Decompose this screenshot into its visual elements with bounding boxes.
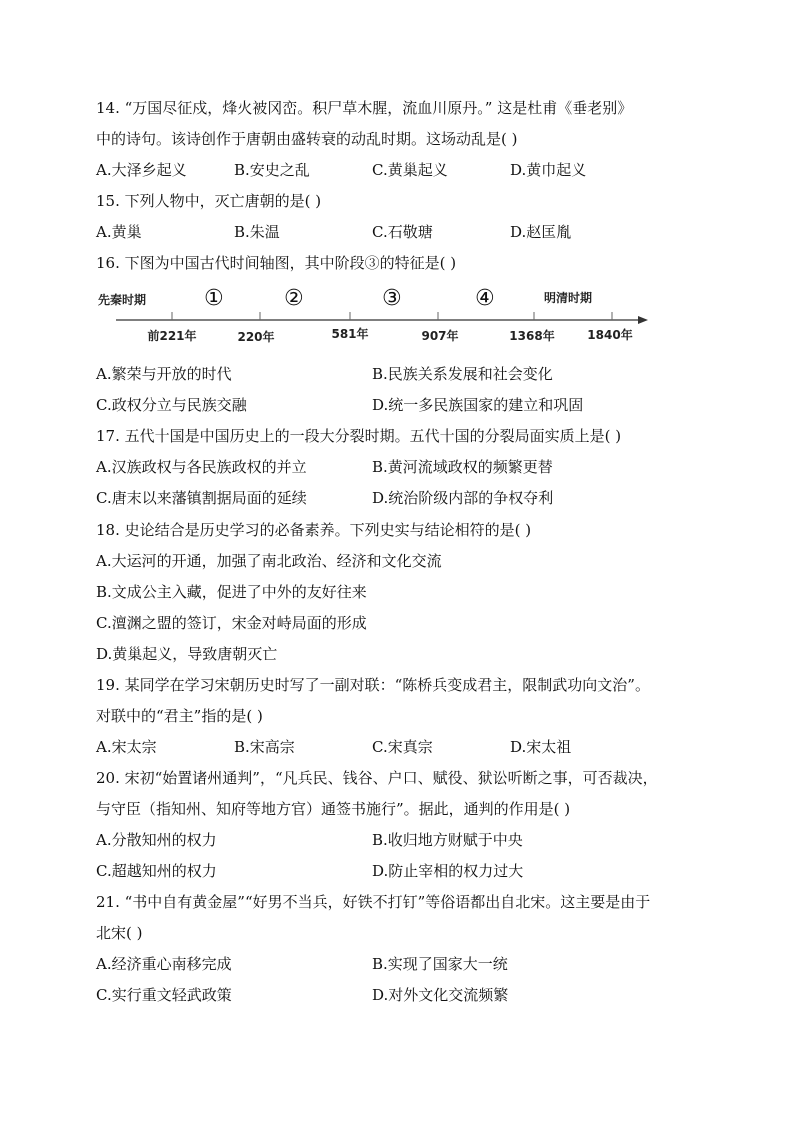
q16-option-b: B.民族关系发展和社会变化 <box>372 365 553 383</box>
timeline-stage-1: ① <box>204 286 224 311</box>
timeline-diagram <box>96 282 656 350</box>
question-18-line-1: 18. 史论结合是历史学习的必备素养。下列史实与结论相符的是( ) <box>96 521 532 539</box>
q15-option-b: B.朱温 <box>234 223 280 241</box>
q18-option-d: D.黄巢起义，导致唐朝灭亡 <box>96 645 278 663</box>
q17-option-d: D.统治阶级内部的争权夺利 <box>372 489 554 507</box>
timeline-date-1: 前221年 <box>147 329 197 343</box>
q20-option-a: A.分散知州的权力 <box>96 831 217 849</box>
q17-option-a: A.汉族政权与各民族政权的并立 <box>96 458 307 476</box>
question-17-line-1: 17. 五代十国是中国历史上的一段大分裂时期。五代十国的分裂局面实质上是( ) <box>96 427 622 445</box>
q16-option-a: A.繁荣与开放的时代 <box>96 365 232 383</box>
q21-option-c: C.实行重文轻武政策 <box>96 986 232 1004</box>
q20-option-c: C.超越知州的权力 <box>96 862 217 880</box>
q15-option-d: D.赵匡胤 <box>510 223 572 241</box>
timeline-left-label: 先秦时期 <box>98 293 147 307</box>
timeline-stage-2: ② <box>284 286 304 311</box>
timeline-arrow <box>638 316 648 324</box>
question-20-line-1: 20. 宋初“始置诸州通判”，“凡兵民、钱谷、户口、赋役、狱讼听断之事，可否裁决， <box>96 769 658 787</box>
q21-option-a: A.经济重心南移完成 <box>96 955 232 973</box>
q20-option-d: D.防止宰相的权力过大 <box>372 862 524 880</box>
q20-option-b: B.收归地方财赋于中央 <box>372 831 523 849</box>
q18-option-c: C.澶渊之盟的签订，宋金对峙局面的形成 <box>96 614 367 632</box>
timeline-date-6: 1840年 <box>587 328 633 342</box>
question-14-line-1: 14. “万国尽征戍，烽火被冈峦。积尸草木腥，流血川原丹。” 这是杜甫《垂老别》 <box>96 99 633 117</box>
q14-option-b: B.安史之乱 <box>234 161 310 179</box>
q16-option-d: D.统一多民族国家的建立和巩固 <box>372 396 584 414</box>
q21-option-b: B.实现了国家大一统 <box>372 955 508 973</box>
q15-option-a: A.黄巢 <box>96 223 142 241</box>
question-14-line-2: 中的诗句。该诗创作于唐朝由盛转衰的动乱时期。这场动乱是( ) <box>96 130 518 148</box>
timeline-right-label: 明清时期 <box>544 291 593 305</box>
q19-option-c: C.宋真宗 <box>372 738 433 756</box>
q16-option-c: C.政权分立与民族交融 <box>96 396 247 414</box>
q19-option-d: D.宋太祖 <box>510 738 572 756</box>
timeline-stage-3: ③ <box>382 286 402 311</box>
q14-option-a: A.大泽乡起义 <box>96 161 187 179</box>
q14-option-c: C.黄巢起义 <box>372 161 448 179</box>
q17-option-c: C.唐末以来藩镇割据局面的延续 <box>96 489 307 507</box>
timeline-date-3: 581年 <box>331 327 369 341</box>
timeline-date-4: 907年 <box>421 329 459 343</box>
question-20-line-2: 与守臣（指知州、知府等地方官）通签书施行”。据此，通判的作用是( ) <box>96 800 571 818</box>
question-19-line-1: 19. 某同学在学习宋朝历史时写了一副对联：“陈桥兵变成君主，限制武功向文治”。 <box>96 676 650 694</box>
timeline-date-5: 1368年 <box>509 329 555 343</box>
q19-option-b: B.宋高宗 <box>234 738 295 756</box>
q18-option-b: B.文成公主入藏，促进了中外的友好往来 <box>96 583 367 601</box>
q15-option-c: C.石敬瑭 <box>372 223 433 241</box>
question-19-line-2: 对联中的“君主”指的是( ) <box>96 707 263 725</box>
question-21-line-1: 21. “书中自有黄金屋”“好男不当兵，好铁不打钉”等俗语都出自北宋。这主要是由于 <box>96 893 651 911</box>
question-21-line-2: 北宋( ) <box>96 924 143 942</box>
q21-option-d: D.对外文化交流频繁 <box>372 986 509 1004</box>
timeline-stage-4: ④ <box>475 286 495 311</box>
question-15-line-1: 15. 下列人物中，灭亡唐朝的是( ) <box>96 192 322 210</box>
question-16-line-1: 16. 下图为中国古代时间轴图，其中阶段③的特征是( ) <box>96 254 457 272</box>
q19-option-a: A.宋太宗 <box>96 738 157 756</box>
q17-option-b: B.黄河流域政权的频繁更替 <box>372 458 553 476</box>
q14-option-d: D.黄巾起义 <box>510 161 587 179</box>
q18-option-a: A.大运河的开通，加强了南北政治、经济和文化交流 <box>96 552 442 570</box>
timeline-date-2: 220年 <box>237 330 275 344</box>
